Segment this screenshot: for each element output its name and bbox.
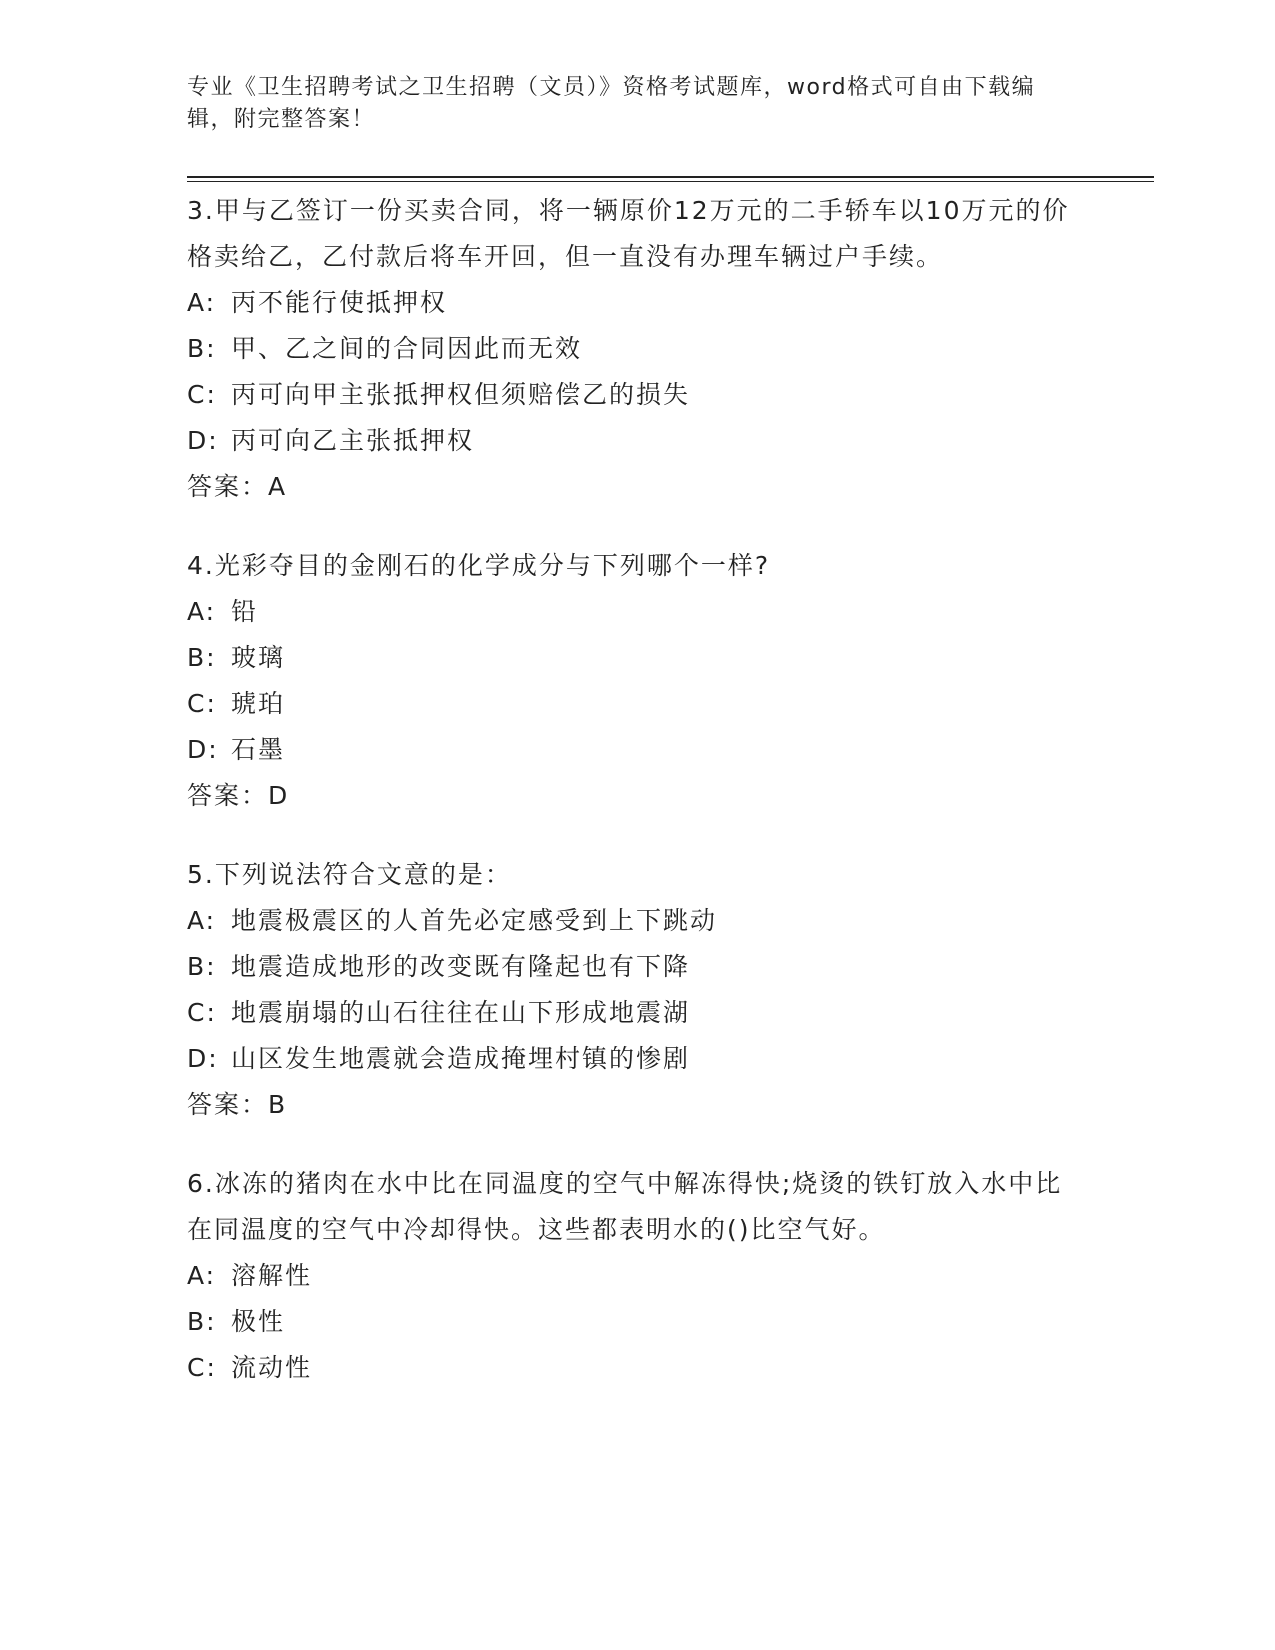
question-3 xyxy=(187,188,1087,510)
question-6 xyxy=(187,1161,1087,1391)
option-b xyxy=(187,944,1087,990)
option-letter: D: xyxy=(187,735,219,764)
option-text: 溶解性 xyxy=(231,1261,313,1290)
option-c xyxy=(187,1345,1087,1391)
option-text: 丙不能行使抵押权 xyxy=(231,288,448,317)
option-text: 丙可向乙主张抵押权 xyxy=(231,426,475,455)
answer-line: 答案：B xyxy=(187,1090,288,1119)
option-letter: A: xyxy=(187,1261,217,1290)
option-letter: D: xyxy=(187,426,219,455)
option-letter: B: xyxy=(187,643,217,672)
question-text: 4.光彩夺目的金刚石的化学成分与下列哪个一样? xyxy=(187,551,771,580)
option-letter: C: xyxy=(187,380,217,409)
option-text: 甲、乙之间的合同因此而无效 xyxy=(231,334,583,363)
option-a xyxy=(187,589,1087,635)
option-letter: A: xyxy=(187,906,217,935)
question-5 xyxy=(187,852,1087,1128)
option-b xyxy=(187,326,1087,372)
option-b xyxy=(187,635,1087,681)
option-letter: A: xyxy=(187,597,217,626)
option-text: 地震造成地形的改变既有隆起也有下降 xyxy=(231,952,691,981)
option-text: 丙可向甲主张抵押权但须赔偿乙的损失 xyxy=(231,380,691,409)
question-text: 6.冰冻的猪肉在水中比在同温度的空气中解冻得快;烧烫的铁钉放入水中比在同温度的空气中冷却得快。这些都表明水的()比空气好。 xyxy=(187,1169,1063,1244)
header-intro-text: 专业《卫生招聘考试之卫生招聘（文员）》资格考试题库，word格式可自由下载编辑，附完整答案！ xyxy=(187,75,1036,132)
option-letter: B: xyxy=(187,952,217,981)
option-b xyxy=(187,1299,1087,1345)
header-divider-thin xyxy=(187,181,1154,182)
option-letter: C: xyxy=(187,1353,217,1382)
option-text: 极性 xyxy=(231,1307,286,1336)
question-4 xyxy=(187,543,1087,819)
option-text: 铅 xyxy=(231,597,259,626)
option-letter: C: xyxy=(187,998,217,1027)
option-text: 玻璃 xyxy=(231,643,286,672)
option-text: 石墨 xyxy=(231,735,286,764)
option-letter: B: xyxy=(187,334,217,363)
option-d xyxy=(187,727,1087,773)
option-letter: A: xyxy=(187,288,217,317)
option-letter: D: xyxy=(187,1044,219,1073)
option-a xyxy=(187,280,1087,326)
option-a xyxy=(187,1253,1087,1299)
option-letter: B: xyxy=(187,1307,217,1336)
option-c xyxy=(187,990,1087,1036)
option-text: 地震崩塌的山石往往在山下形成地震湖 xyxy=(231,998,691,1027)
option-text: 山区发生地震就会造成掩埋村镇的惨剧 xyxy=(231,1044,691,1073)
option-c xyxy=(187,372,1087,418)
option-d xyxy=(187,418,1087,464)
option-a xyxy=(187,898,1087,944)
option-text: 地震极震区的人首先必定感受到上下跳动 xyxy=(231,906,718,935)
question-list xyxy=(187,188,1087,1424)
option-letter: C: xyxy=(187,689,217,718)
header-divider xyxy=(187,176,1154,178)
option-d xyxy=(187,1036,1087,1082)
option-c xyxy=(187,681,1087,727)
document-header xyxy=(187,72,1067,136)
answer-line: 答案：D xyxy=(187,781,290,810)
question-text: 3.甲与乙签订一份买卖合同，将一辆原价12万元的二手轿车以10万元的价格卖给乙，乙付款后将车开回，但一直没有办理车辆过户手续。 xyxy=(187,196,1070,271)
question-text: 5.下列说法符合文意的是： xyxy=(187,860,512,889)
option-text: 流动性 xyxy=(231,1353,313,1382)
option-text: 琥珀 xyxy=(231,689,286,718)
answer-line: 答案：A xyxy=(187,472,288,501)
